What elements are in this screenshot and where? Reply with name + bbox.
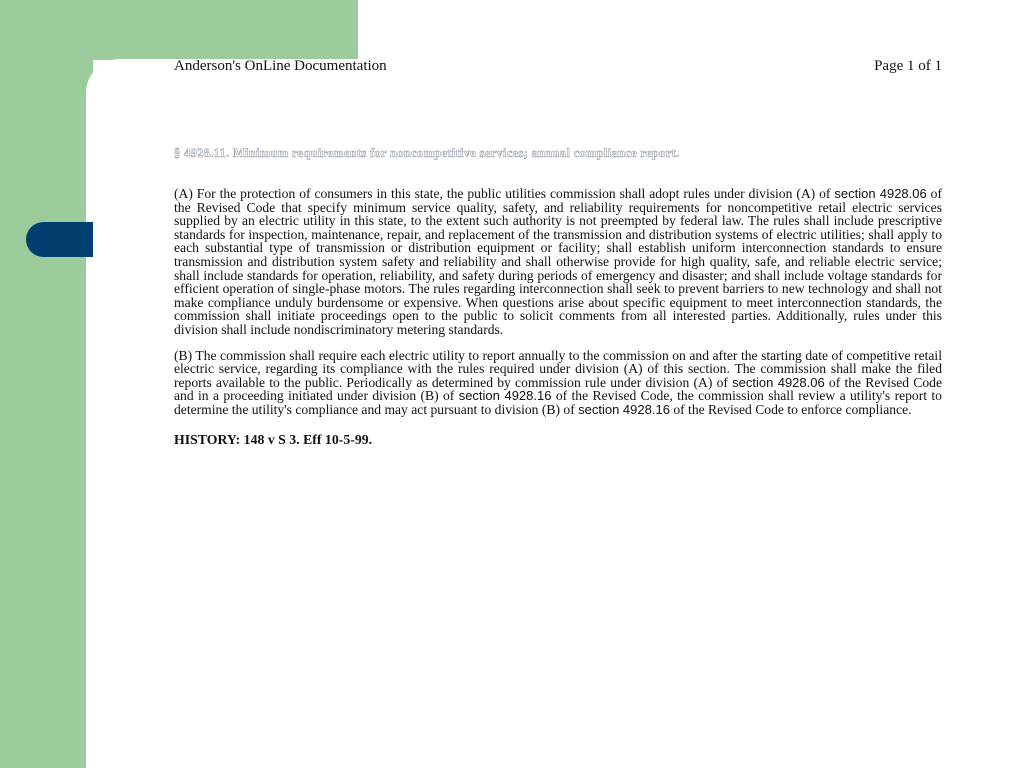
section-link-4928-06[interactable]: section 4928.06 bbox=[834, 186, 927, 201]
paragraph-a-text-1: (A) For the protection of consumers in this state, the public utilities commission shall adopt rules under division (A) of bbox=[174, 186, 835, 201]
page-header bbox=[174, 58, 942, 80]
page-number: Page 1 of 1 bbox=[874, 58, 942, 74]
paragraph-a-text-2: of the Revised Code that specify minimum service quality, safety, and reliability requirements for noncompetitive retail electric services supplied by an electric utility in this state, to the extent such authority is not preempted by federal law. The rules shall include prescriptive standards for inspection, maintenance, repair, and replacement of the transmission and distribution systems of electric utilities; shall apply to each substantial type of transmission or distribution equipment or facility; shall establish uniform interconnection standards to ensure transmission and distribution system safety and reliability and shall otherwise provide for high quality, safe, and reliable electric service; shall include standards for operation, reliability, and safety during periods of emergency and disaster; and shall include voltage standards for efficient operation of single-phase motors. The rules regarding interconnection shall seek to prevent barriers to new technology and shall not make compliance unduly burdensome or expensive. When questions arise about specific equipment to meet interconnection standards, the commission shall initiate proceedings open to the public to solicit comments from all interested parties. Additionally, rules under this division shall include nondiscriminatory metering standards. bbox=[174, 186, 942, 337]
header-title: Anderson's OnLine Documentation bbox=[174, 58, 387, 74]
paragraph-b-text-3: of the Revised Code, the commission shall review a utility's report to determine the utility's compliance and may act pursuant to division (B) of bbox=[174, 388, 942, 417]
section-title: § 4928.11. Minimum requirements for noncompetitive services; annual compliance report. bbox=[174, 146, 680, 160]
section-link-4928-16[interactable]: section 4928.16 bbox=[458, 388, 552, 404]
green-sidebar bbox=[0, 0, 93, 768]
section-link-4928-06[interactable]: section 4928.06 bbox=[732, 374, 825, 390]
blue-tab-marker bbox=[26, 222, 93, 257]
history-note: HISTORY: 148 v S 3. Eff 10-5-99. bbox=[174, 431, 373, 447]
paragraph-b-text-2: of the Revised Code and in a proceeding initiated under division (B) of bbox=[174, 374, 942, 404]
section-link-4928-16[interactable]: section 4928.16 bbox=[578, 401, 670, 417]
paragraph-b bbox=[174, 349, 942, 417]
document-body bbox=[174, 58, 942, 448]
paragraph-b-text-4: of the Revised Code to enforce compliance. bbox=[669, 401, 912, 417]
paragraph-b-text-1: (B) The commission shall require each electric utility to report annually to the commission on and after the starting date of competitive retail electric service, regarding its compliance with the rules required under division (A) of this section. The commission shall make the filed reports available to the public. Periodically as determined by commission rule under division (A) of bbox=[174, 347, 942, 390]
paragraph-a bbox=[174, 187, 942, 337]
